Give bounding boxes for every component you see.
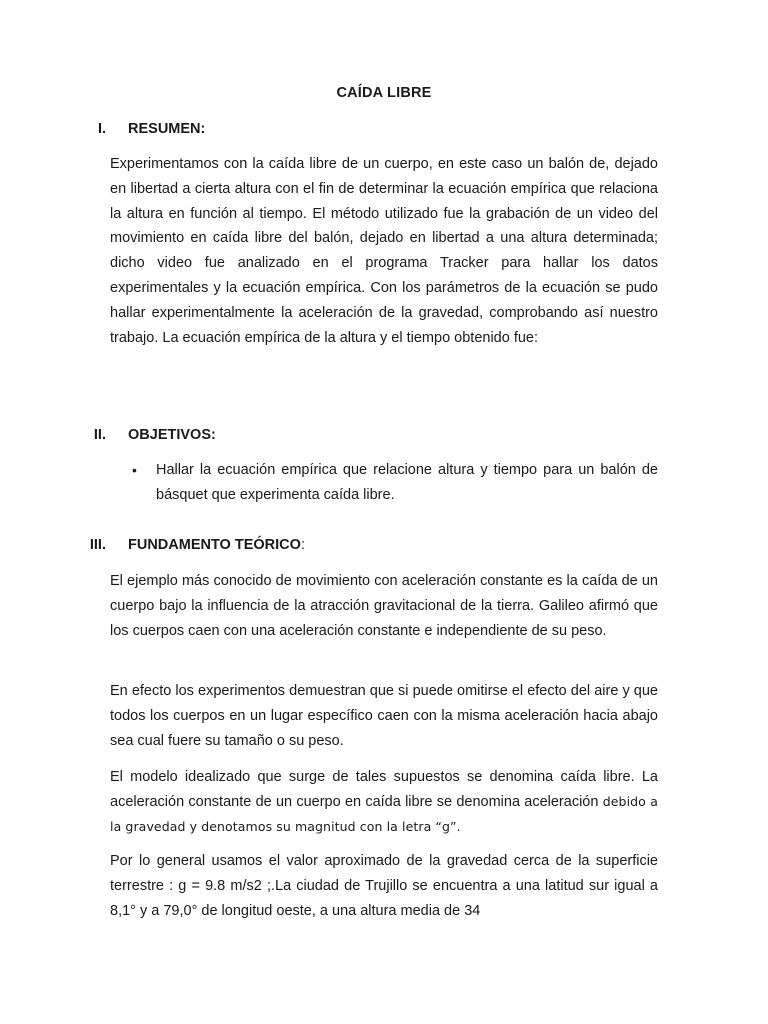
list-item bbox=[110, 458, 658, 508]
section-number: III. bbox=[89, 537, 106, 553]
fundamento-paragraph-3 bbox=[110, 765, 658, 839]
section-number: II. bbox=[93, 427, 106, 443]
fundamento-paragraph-1: El ejemplo más conocido de movimiento con aceleración constante es la caída de un cuerpo bajo la influencia de la atracción gravitacional de la tierra. Galileo afirmó que los cuerpos caen con una aceleración constante e independiente de su peso. bbox=[110, 573, 658, 639]
model-paragraph-text: El modelo idealizado que surge de tales supuestos se denomina caída libre. La aceleración constante de un cuerpo en caída libre se denomina aceleración bbox=[110, 769, 658, 810]
bullet-icon: • bbox=[132, 462, 137, 478]
fundamento-paragraph-2: En efecto los experimentos demuestran que si puede omitirse el efecto del aire y que todos los cuerpos en un lugar específico caen con la misma aceleración hacia abajo sea cual fuere su tamaño o su peso. bbox=[110, 683, 658, 749]
section-title: FUNDAMENTO TEÓRICO: bbox=[128, 537, 305, 553]
heading-colon: : bbox=[300, 537, 305, 553]
model-paragraph-continuation: debido a la gravedad y denotamos su magnitud con la letra “g”. bbox=[110, 793, 658, 834]
section-number: I. bbox=[97, 121, 106, 137]
objetivos-list bbox=[110, 458, 658, 508]
section-title: OBJETIVOS: bbox=[128, 427, 216, 443]
resumen-paragraph: Experimentamos con la caída libre de un cuerpo, en este caso un balón de, dejado en libertad a cierta altura con el fin de determinar la ecuación empírica que relaciona la altura en función al tiempo. El método utilizado fue la grabación de un video del movimiento en caída libre del balón, dejado en libertad a una altura determinada; dicho video fue analizado en el programa Tracker para hallar los datos experimentales y la ecuación empírica. Con los parámetros de la ecuación se pudo hallar experimentalmente la aceleración de la gravedad, comprobando así nuestro trabajo. La ecuación empírica de la altura y el tiempo obtenido fue: bbox=[110, 156, 658, 346]
section-title: RESUMEN: bbox=[128, 121, 206, 137]
document-title: CAÍDA LIBRE bbox=[336, 85, 432, 101]
objetivo-text: Hallar la ecuación empírica que relacione altura y tiempo para un balón de básquet que experimenta caída libre. bbox=[156, 462, 658, 503]
fundamento-paragraph-4: Por lo general usamos el valor aproximado de la gravedad cerca de la superficie terrestre : g = 9.8 m/s2 ;.La ciudad de Trujillo se encuentra a una latitud sur igual a 8,1° y a 79,0° de longitud oeste, a una altura media de 34 bbox=[110, 853, 658, 919]
